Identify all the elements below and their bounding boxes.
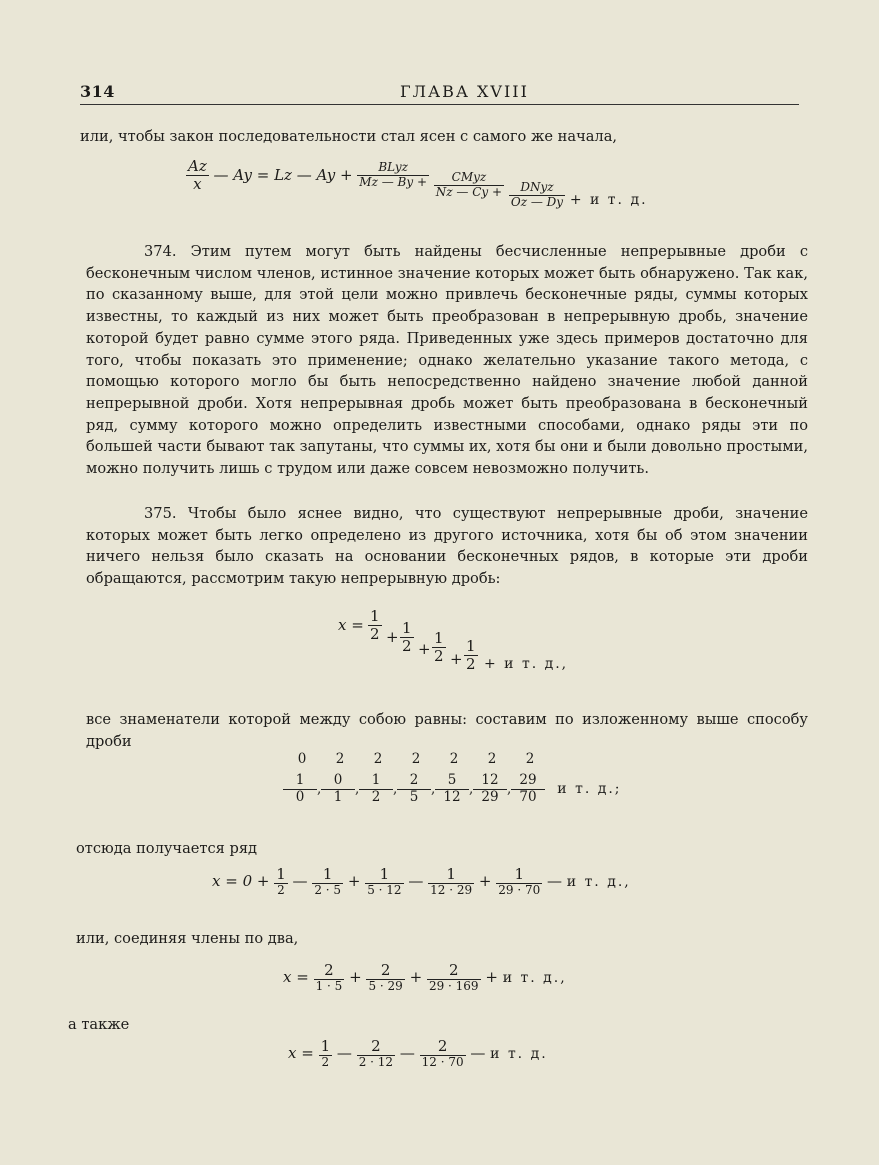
eq5-tail: и т. д. (490, 1046, 548, 1063)
eq5-term: $\frac{2}{2 \cdot 12}$ (358, 1037, 394, 1070)
fraction-item: $\frac{1}{0}$ (283, 773, 317, 805)
eq5-term: $\frac{1}{2}$ (320, 1037, 331, 1070)
fraction-item: $\frac{1}{2}$ (359, 773, 393, 805)
eq1-fraction-1: $\frac{\text{BLyz}}{Mz — By +}$ (359, 160, 428, 190)
fraction-item: $\frac{2}{5}$ (397, 773, 431, 805)
fraction-item: $\frac{0}{1}$ (321, 773, 355, 805)
eq2-tail: + и т. д., (484, 656, 569, 672)
eq4-term: $\frac{2}{1 \cdot 5}$ (315, 961, 343, 994)
equation-2: x = $\frac{1}{2}$ + $\frac{1}{2}$ + $\frac{1}{2}$ + $\frac{1}{2}$ + и т. д., (338, 607, 569, 674)
paragraph-375: 375. Чтобы было яснее видно, что существуют непрерывные дроби, значение которых может быть легко определено из другого источника, хотя бы об этом значении ничего нельзя было сказать на основании бесконечных рядов, в которые эти дроби обращаются, рассмотрим такую непрерывную дробь: (86, 505, 808, 588)
eq1-fraction-2: $\frac{\text{CMyz}}{Nz — Cy +}$ (435, 170, 503, 200)
fraction-item: $\frac{29}{70}$ (511, 773, 545, 805)
eq4-term: $\frac{2}{5 \cdot 29}$ (368, 961, 403, 994)
otsyuda-line: отсюда получается ряд (76, 840, 258, 857)
intro-line: или, чтобы закон последовательности стал ясен с самого же начала, (80, 128, 618, 145)
after-equation-2: все знаменатели которой между собою равны: составим по изложенному выше способу дроби (86, 711, 808, 750)
equation-5: x = $\frac{1}{2}$ — $\frac{2}{2 \cdot 12}$ — $\frac{2}{12 \cdot 70}$ — и т. д. (288, 1037, 548, 1070)
fractions-row: $\frac{1}{0}$ , $\frac{0}{1}$ , $\frac{1}{2}$ , $\frac{2}{5}$ , $\frac{5}{12}$ , $\frac{12}{29}$ , $\frac{29}{70}$ и т. д.; (283, 773, 622, 805)
eq3-term: $\frac{1}{29 \cdot 70}$ (498, 865, 541, 898)
ili-line: или, соединяя члены по два, (76, 930, 299, 947)
fractions-tail: и т. д.; (557, 780, 622, 797)
fraction-item: $\frac{5}{12}$ (435, 773, 469, 805)
eq3-tail: и т. д., (566, 874, 631, 891)
eq1-middle: — Ay = Lz — Ay + (208, 165, 358, 184)
eq5-term: $\frac{2}{12 \cdot 70}$ (421, 1037, 464, 1070)
fraction-item: $\frac{12}{29}$ (473, 773, 507, 805)
eq3-term: $\frac{1}{5 \cdot 12}$ (367, 865, 402, 898)
eq1-lhs-fraction: $\frac{Az}{x}$ (188, 157, 207, 194)
equation-4: x = $\frac{2}{1 \cdot 5}$ + $\frac{2}{5 \cdot 29}$ + $\frac{2}{29 \cdot 169}$ + и т. д., (283, 961, 567, 994)
equation-3: x = 0 + $\frac{1}{2}$ — $\frac{1}{2 \cdot 5}$ + $\frac{1}{5 \cdot 12}$ — $\frac{1}{12 \cdot 29}$ + $\frac{1}{29 \cdot 70}$ — и т. д., (212, 865, 631, 898)
eq3-term: $\frac{1}{2 \cdot 5}$ (314, 865, 342, 898)
eq2-level-4: $\frac{1}{2}$ (466, 637, 476, 674)
chapter-title: ГЛАВА XVIII (400, 82, 529, 101)
eq3-term: $\frac{1}{2}$ (276, 865, 286, 898)
paragraph-374: 374. Этим путем могут быть найдены бесчисленные непрерывные дроби с бесконечным числом членов, истинное значение которых может быть обнаружено. Так как, по сказанному выше, для этой цели можно привлечь бесконечные ряды, суммы которых известны, то каждый из них может быть преобразован в непрерывную дробь, значение которой будет равно сумме этого ряда. Приведенных уже здесь примеров достаточно для того, чтобы показать это применение; однако желательно указание такого метода, с помощью которого могло бы быть непосредственно найдено значение любой данной непрерывной дроби. Хотя непрерывная дробь может быть преобразована в бесконечный ряд, сумму которого можно определить известными способами, однако ряды эти по большей части бывают так запутаны, что суммы их, хотя бы они и были довольно простыми, можно получить лишь с трудом или даже совсем невозможно получить. (86, 243, 808, 478)
page-header (80, 82, 799, 104)
fractions-top-row: 0 2 2 2 2 2 2 (297, 751, 535, 767)
eq2-level-3: $\frac{1}{2}$ (434, 629, 444, 666)
eq1-fraction-3: $\frac{\text{DNyz}}{Oz — Dy}$ (510, 180, 564, 210)
eq3-term: $\frac{1}{12 \cdot 29}$ (430, 865, 473, 898)
eq4-tail: и т. д., (502, 970, 567, 987)
equation-1 (186, 157, 648, 210)
a-takzhe-line: а также (68, 1016, 130, 1033)
header-rule (80, 104, 799, 105)
eq1-tail: + и т. д. (569, 191, 648, 208)
eq2-level-2: $\frac{1}{2}$ (402, 619, 412, 656)
eq2-level-1: $\frac{1}{2}$ (370, 607, 380, 644)
page-number: 314 (80, 82, 115, 101)
eq4-term: $\frac{2}{29 \cdot 169}$ (428, 961, 479, 994)
